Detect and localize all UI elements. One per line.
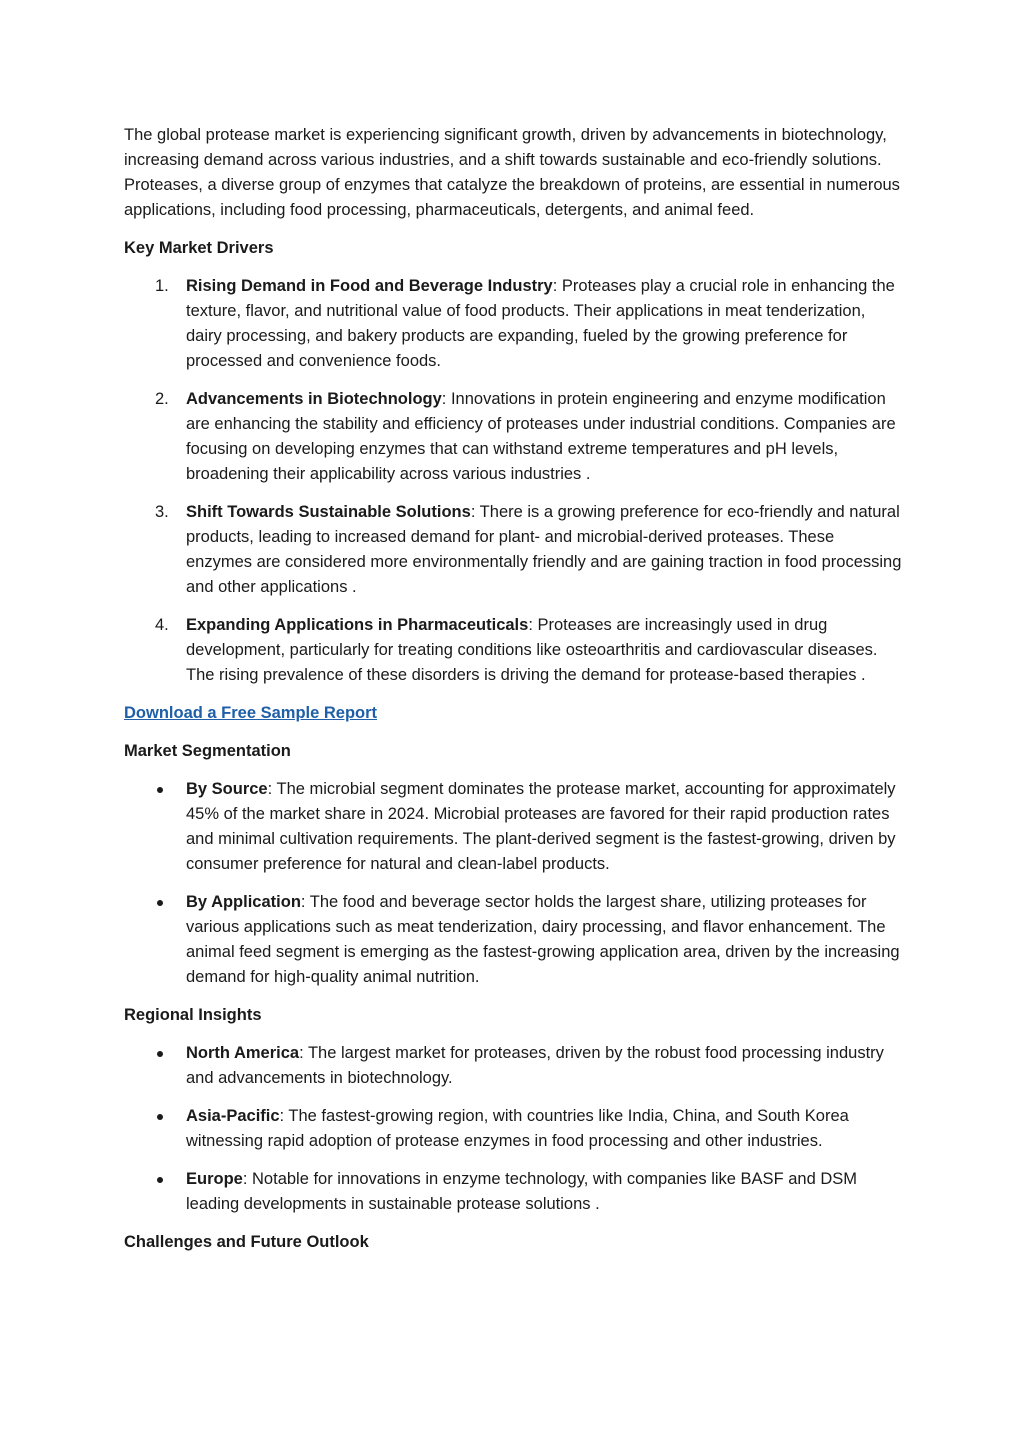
list-item [124, 1167, 904, 1217]
list-item-text: : The largest market for proteases, driven by the robust food processing industry and advancements in biotechnology. [186, 1044, 884, 1087]
drivers-list [124, 274, 904, 688]
list-item-text: : There is a growing preference for eco-friendly and natural products, leading to increased demand for plant- and microbial-derived proteases. These enzymes are considered more environmentally friendly and are gaining traction in food processing and other applications . [186, 503, 902, 596]
list-item-text: : Innovations in protein engineering and enzyme modification are enhancing the stability and efficiency of proteases under industrial conditions. Companies are focusing on developing enzymes that can withstand extreme temperatures and pH levels, broadening their applicability across various industries . [186, 390, 896, 483]
list-number: 1. [155, 277, 169, 295]
list-item-text: : The fastest-growing region, with countries like India, China, and South Korea witnessing rapid adoption of protease enzymes in food processing and other industries. [186, 1107, 849, 1150]
list-item-text: : The food and beverage sector holds the largest share, utilizing proteases for various applications such as meat tenderization, dairy processing, and flavor enhancement. The animal feed segment is emerging as the fastest-growing application area, driven by the increasing demand for high-quality animal nutrition. [186, 893, 900, 986]
list-item-term: Expanding Applications in Pharmaceuticals [186, 616, 529, 634]
list-item-term: Europe [186, 1170, 243, 1188]
segmentation-heading: Market Segmentation [124, 742, 291, 760]
list-item-term: North America [186, 1044, 300, 1062]
list-item-term: By Source [186, 780, 268, 798]
download-sample-report-link[interactable]: Download a Free Sample Report [124, 704, 378, 722]
list-item-text: : Notable for innovations in enzyme technology, with companies like BASF and DSM leading developments in sustainable protease solutions . [186, 1170, 858, 1213]
list-item-term: Shift Towards Sustainable Solutions [186, 503, 471, 521]
list-number: 3. [155, 503, 169, 521]
bullet-icon [157, 1177, 163, 1183]
intro-paragraph: The global protease market is experiencing significant growth, driven by advancements in biotechnology, increasing demand across various industries, and a shift towards sustainable and eco-friendly solutions. Proteases, a diverse group of enzymes that catalyze the breakdown of proteins, are essential in numerous applications, including food processing, pharmaceuticals, detergents, and animal feed. [124, 126, 900, 219]
list-item [124, 613, 904, 688]
list-item-text: : The microbial segment dominates the protease market, accounting for approximately 45% of the market share in 2024. Microbial proteases are favored for their rapid production rates and minimal cultivation requirements. The plant-derived segment is the fastest-growing, driven by consumer preference for natural and clean-label products. [186, 780, 896, 873]
bullet-icon [157, 1051, 163, 1057]
list-item-text: : Proteases play a crucial role in enhancing the texture, flavor, and nutritional value of food products. Their applications in meat tenderization, dairy processing, and bakery products are expanding, fueled by the growing preference for processed and convenience foods. [186, 277, 895, 370]
list-number: 2. [155, 390, 169, 408]
list-item [124, 1041, 904, 1091]
outlook-heading: Challenges and Future Outlook [124, 1233, 369, 1251]
list-item [124, 1104, 904, 1154]
list-item-term: Rising Demand in Food and Beverage Industry [186, 277, 553, 295]
list-item [124, 777, 904, 877]
regional-list [124, 1041, 904, 1217]
document-page [124, 123, 904, 1268]
bullet-icon [157, 1114, 163, 1120]
list-item [124, 500, 904, 600]
regional-heading: Regional Insights [124, 1006, 262, 1024]
list-item-text: : Proteases are increasingly used in drug development, particularly for treating conditions like osteoarthritis and cardiovascular diseases. The rising prevalence of these disorders is driving the demand for protease-based therapies . [186, 616, 878, 684]
list-item [124, 890, 904, 990]
list-item-term: By Application [186, 893, 301, 911]
list-item-term: Advancements in Biotechnology [186, 390, 442, 408]
list-item-term: Asia-Pacific [186, 1107, 280, 1125]
list-number: 4. [155, 616, 169, 634]
bullet-icon [157, 900, 163, 906]
bullet-icon [157, 787, 163, 793]
segmentation-list [124, 777, 904, 990]
drivers-heading: Key Market Drivers [124, 239, 274, 257]
list-item [124, 387, 904, 487]
list-item [124, 274, 904, 374]
